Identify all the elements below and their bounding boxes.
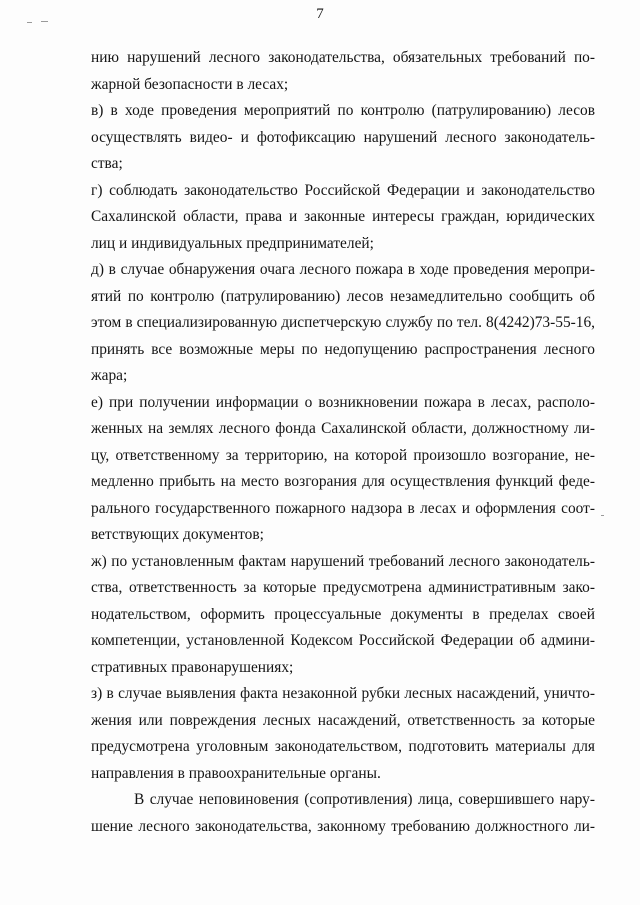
text-line: предусмотрена уголовным законодательством, подготовить материалы для <box>91 738 595 755</box>
text-line: жения или повреждения лесных насаждений, ответственность за которые <box>91 711 595 729</box>
text-line: ж) по установленным фактам нарушений требований лесного законодатель- <box>91 552 595 570</box>
text-line: этом в специализированную диспетчерскую службу по тел. 8(4242)73-55-16, <box>91 314 595 331</box>
text-line: В случае неповиновения (сопротивления) лица, совершившего нару- <box>134 791 595 808</box>
text-line: ства, ответственность за которые предусмотрена административным зако- <box>91 579 595 596</box>
text-line: компетенции, установленной Кодексом Российской Федерации об админи- <box>91 632 595 649</box>
text-line: шение лесного законодательства, законному требованию должностного ли- <box>91 817 595 835</box>
document-body <box>91 45 595 840</box>
text-line: жара; <box>91 367 128 384</box>
text-line: направления в правоохранительные органы. <box>91 764 381 782</box>
text-line: з) в случае выявления факта незаконной рубки лесных насаждений, уничто- <box>91 685 595 702</box>
text-line: рального государственного пожарного надзора в лесах и оформления соот- <box>91 499 595 517</box>
text-line: нодательством, оформить процессуальные документы в пределах своей <box>91 605 595 623</box>
text-line: е) при получении информации о возникновении пожара в лесах, располо- <box>91 393 595 411</box>
text-line: д) в случае обнаружения очага лесного пожара в ходе проведения меропри- <box>91 261 595 278</box>
page-number: 7 <box>316 6 324 22</box>
text-line: медленно прибыть на место возгорания для осуществления функций феде- <box>91 473 595 490</box>
text-line: принять все возможные меры по недопущению распространения лесного <box>91 340 595 358</box>
text-line: Сахалинской области, права и законные интересы граждан, юридических <box>91 208 595 225</box>
text-line: ства; <box>91 155 123 172</box>
text-line: ветствующих документов; <box>91 526 264 543</box>
text-line: в) в ходе проведения мероприятий по контролю (патрулированию) лесов <box>91 102 595 119</box>
text-line: женных на землях лесного фонда Сахалинской области, должностному ли- <box>91 420 595 437</box>
scan-mark <box>601 515 604 516</box>
text-line: осуществлять видео- и фотофиксацию нарушений лесного законодатель- <box>91 128 595 146</box>
text-line: г) соблюдать законодательство Российской Федерации и законодательство <box>91 181 595 199</box>
text-line: жарной безопасности в лесах; <box>91 75 289 93</box>
text-line: нию нарушений лесного законодательства, обязательных требований по- <box>91 49 595 66</box>
text-line: стративных правонарушениях; <box>91 658 294 676</box>
text-line: цу, ответственному за территорию, на которой произошло возгорание, не- <box>91 446 595 464</box>
text-line: лиц и индивидуальных предпринимателей; <box>91 234 374 252</box>
text-line: ятий по контролю (патрулированию) лесов незамедлительно сообщить об <box>91 287 595 305</box>
